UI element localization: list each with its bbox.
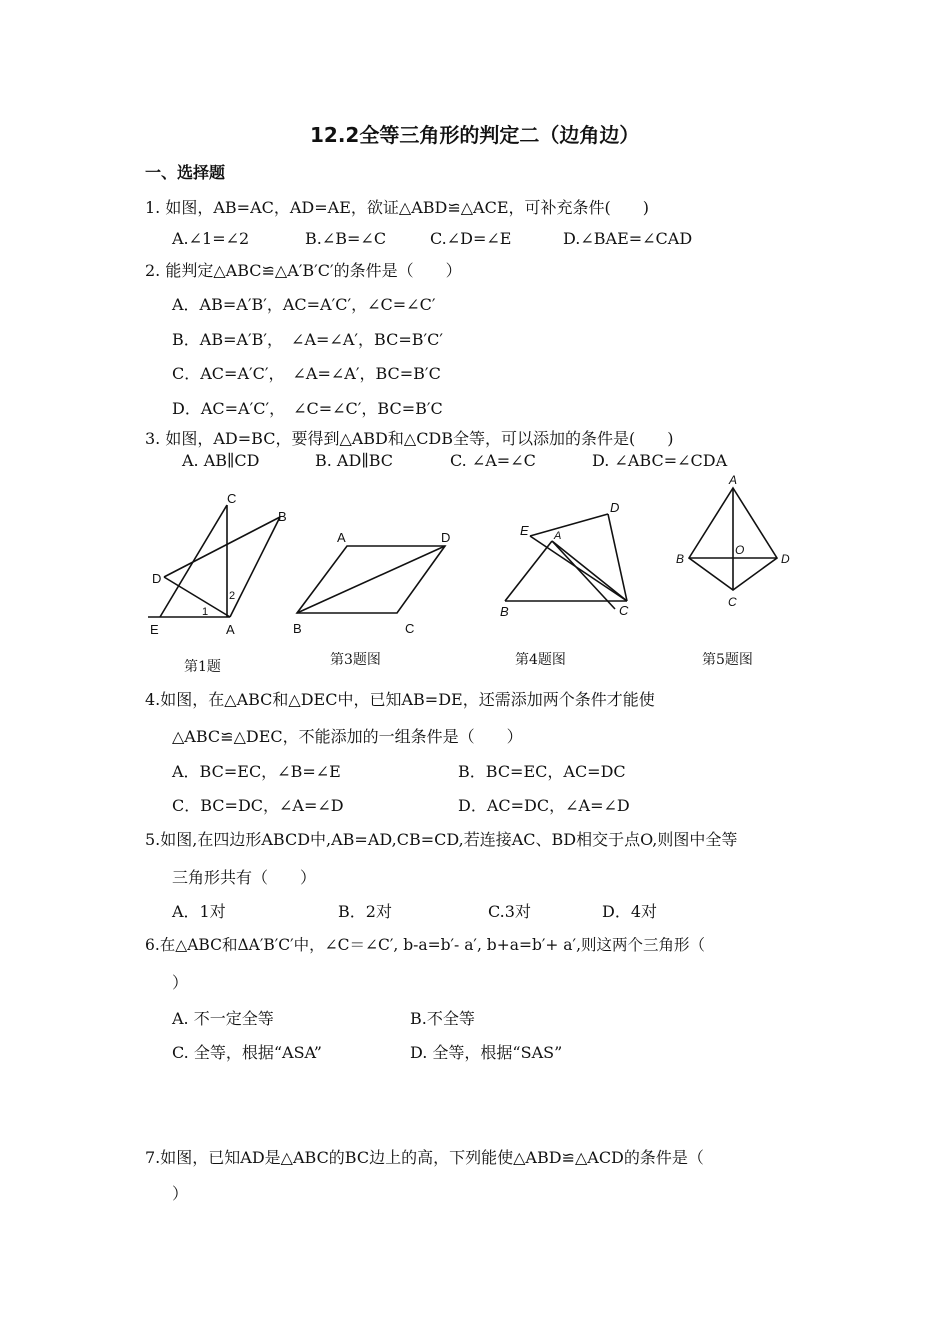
- q1-option-c: C.∠D=∠E: [430, 229, 512, 248]
- q5-option-c: C.3对: [488, 902, 531, 921]
- fig5-label-b: B: [676, 552, 685, 566]
- fig5-label-o: O: [735, 543, 745, 557]
- fig4-label-a: A: [554, 530, 562, 542]
- fig3-label-a: A: [337, 530, 346, 545]
- fig5-label-a: A: [729, 473, 738, 487]
- q7-stem-line2: ）: [172, 1184, 189, 1203]
- fig1-label-b: B: [278, 509, 287, 524]
- q1-option-d: D.∠BAE=∠CAD: [563, 229, 693, 248]
- q5-stem-line2: 三角形共有（ ）: [172, 868, 317, 887]
- q5-option-d: D．4对: [602, 902, 658, 921]
- q7-stem-line1: 7.如图，已知AD是△ABC的BC边上的高，下列能使△ABD≌△ACD的条件是（: [145, 1148, 704, 1167]
- q2-option-a: A．AB=A′B′，AC=A′C′，∠C=∠C′: [172, 295, 436, 314]
- q2-option-d: D．AC=A′C′， ∠C=∠C′，BC=B′C: [172, 399, 443, 418]
- q3-option-d: D. ∠ABC=∠CDA: [592, 451, 728, 470]
- q3-stem: 3. 如图，AD=BC，要得到△ABD和△CDB全等，可以添加的条件是( ): [145, 429, 674, 448]
- q5-option-a: A．1对: [172, 902, 226, 921]
- fig4-label-b: B: [500, 604, 509, 619]
- fig3-caption: 第3题图: [330, 652, 381, 668]
- fig5-caption: 第5题图: [702, 652, 753, 668]
- q4-option-c: C．BC=DC，∠A=∠D: [172, 796, 344, 815]
- fig5-label-d: D: [781, 552, 790, 566]
- fig1-label-2: 2: [229, 590, 236, 602]
- q5-option-b: B．2对: [338, 902, 392, 921]
- q6-option-c: C. 全等，根据“ASA”: [172, 1043, 322, 1062]
- fig3-label-d: D: [441, 530, 451, 545]
- fig1-caption: 第1题: [184, 659, 221, 675]
- q2-option-c: C．AC=A′C′， ∠A=∠A′，BC=B′C: [172, 364, 441, 383]
- q4-option-d: D．AC=DC，∠A=∠D: [458, 796, 630, 815]
- fig1-label-c: C: [227, 491, 237, 506]
- section-heading: 一、选择题: [145, 163, 226, 182]
- q1-stem: 1. 如图，AB=AC，AD=AE，欲证△ABD≌△ACE，可补充条件( ): [145, 198, 650, 217]
- q2-stem: 2. 能判定△ABC≌△A′B′C′的条件是（ ）: [145, 261, 462, 280]
- q4-option-a: A．BC=EC，∠B=∠E: [172, 762, 341, 781]
- fig4-caption: 第4题图: [515, 652, 566, 668]
- fig4-label-e: E: [520, 523, 529, 538]
- fig1-label-a: A: [226, 622, 235, 637]
- fig4-label-c: C: [619, 603, 629, 618]
- q2-option-b: B．AB=A′B′， ∠A=∠A′，BC=B′C′: [172, 330, 443, 349]
- q6-option-b: B.不全等: [410, 1009, 475, 1028]
- q3-option-c: C. ∠A=∠C: [450, 451, 536, 470]
- fig1-label-e: E: [150, 622, 159, 637]
- page-title: 12.2全等三角形的判定二（边角边）: [310, 123, 640, 147]
- fig3-label-b: B: [293, 621, 302, 636]
- q5-stem-line1: 5.如图,在四边形ABCD中,AB=AD,CB=CD,若连接AC、BD相交于点O,则图中全等: [145, 830, 738, 849]
- figure-4: [490, 495, 650, 630]
- q1-option-a: A.∠1=∠2: [172, 229, 250, 248]
- q4-option-b: B．BC=EC，AC=DC: [458, 762, 626, 781]
- fig1-label-d: D: [152, 571, 162, 586]
- q3-option-b: B. AD∥BC: [315, 451, 393, 470]
- fig1-label-1: 1: [202, 606, 209, 618]
- q6-stem-line2: ）: [172, 973, 189, 992]
- q6-option-a: A. 不一定全等: [172, 1009, 274, 1028]
- q1-option-b: B.∠B=∠C: [305, 229, 387, 248]
- q4-stem-line1: 4.如图，在△ABC和△DEC中，已知AB=DE，还需添加两个条件才能使: [145, 690, 655, 709]
- q4-stem-line2: △ABC≌△DEC，不能添加的一组条件是（ ）: [172, 727, 523, 746]
- fig4-label-d: D: [610, 500, 620, 515]
- figure-3: [285, 520, 465, 645]
- q6-option-d: D. 全等，根据“SAS”: [410, 1043, 563, 1062]
- figure-1: [140, 485, 300, 645]
- fig3-label-c: C: [405, 621, 415, 636]
- q3-option-a: A. AB∥CD: [182, 451, 260, 470]
- fig5-label-c: C: [728, 595, 737, 609]
- q6-stem-line1: 6.在△ABC和ΔA′B′C′中，∠C＝∠C′, b-a=b′- a′, b+a=b′+ a′,则这两个三角形（: [145, 936, 705, 954]
- figure-5: [670, 470, 800, 615]
